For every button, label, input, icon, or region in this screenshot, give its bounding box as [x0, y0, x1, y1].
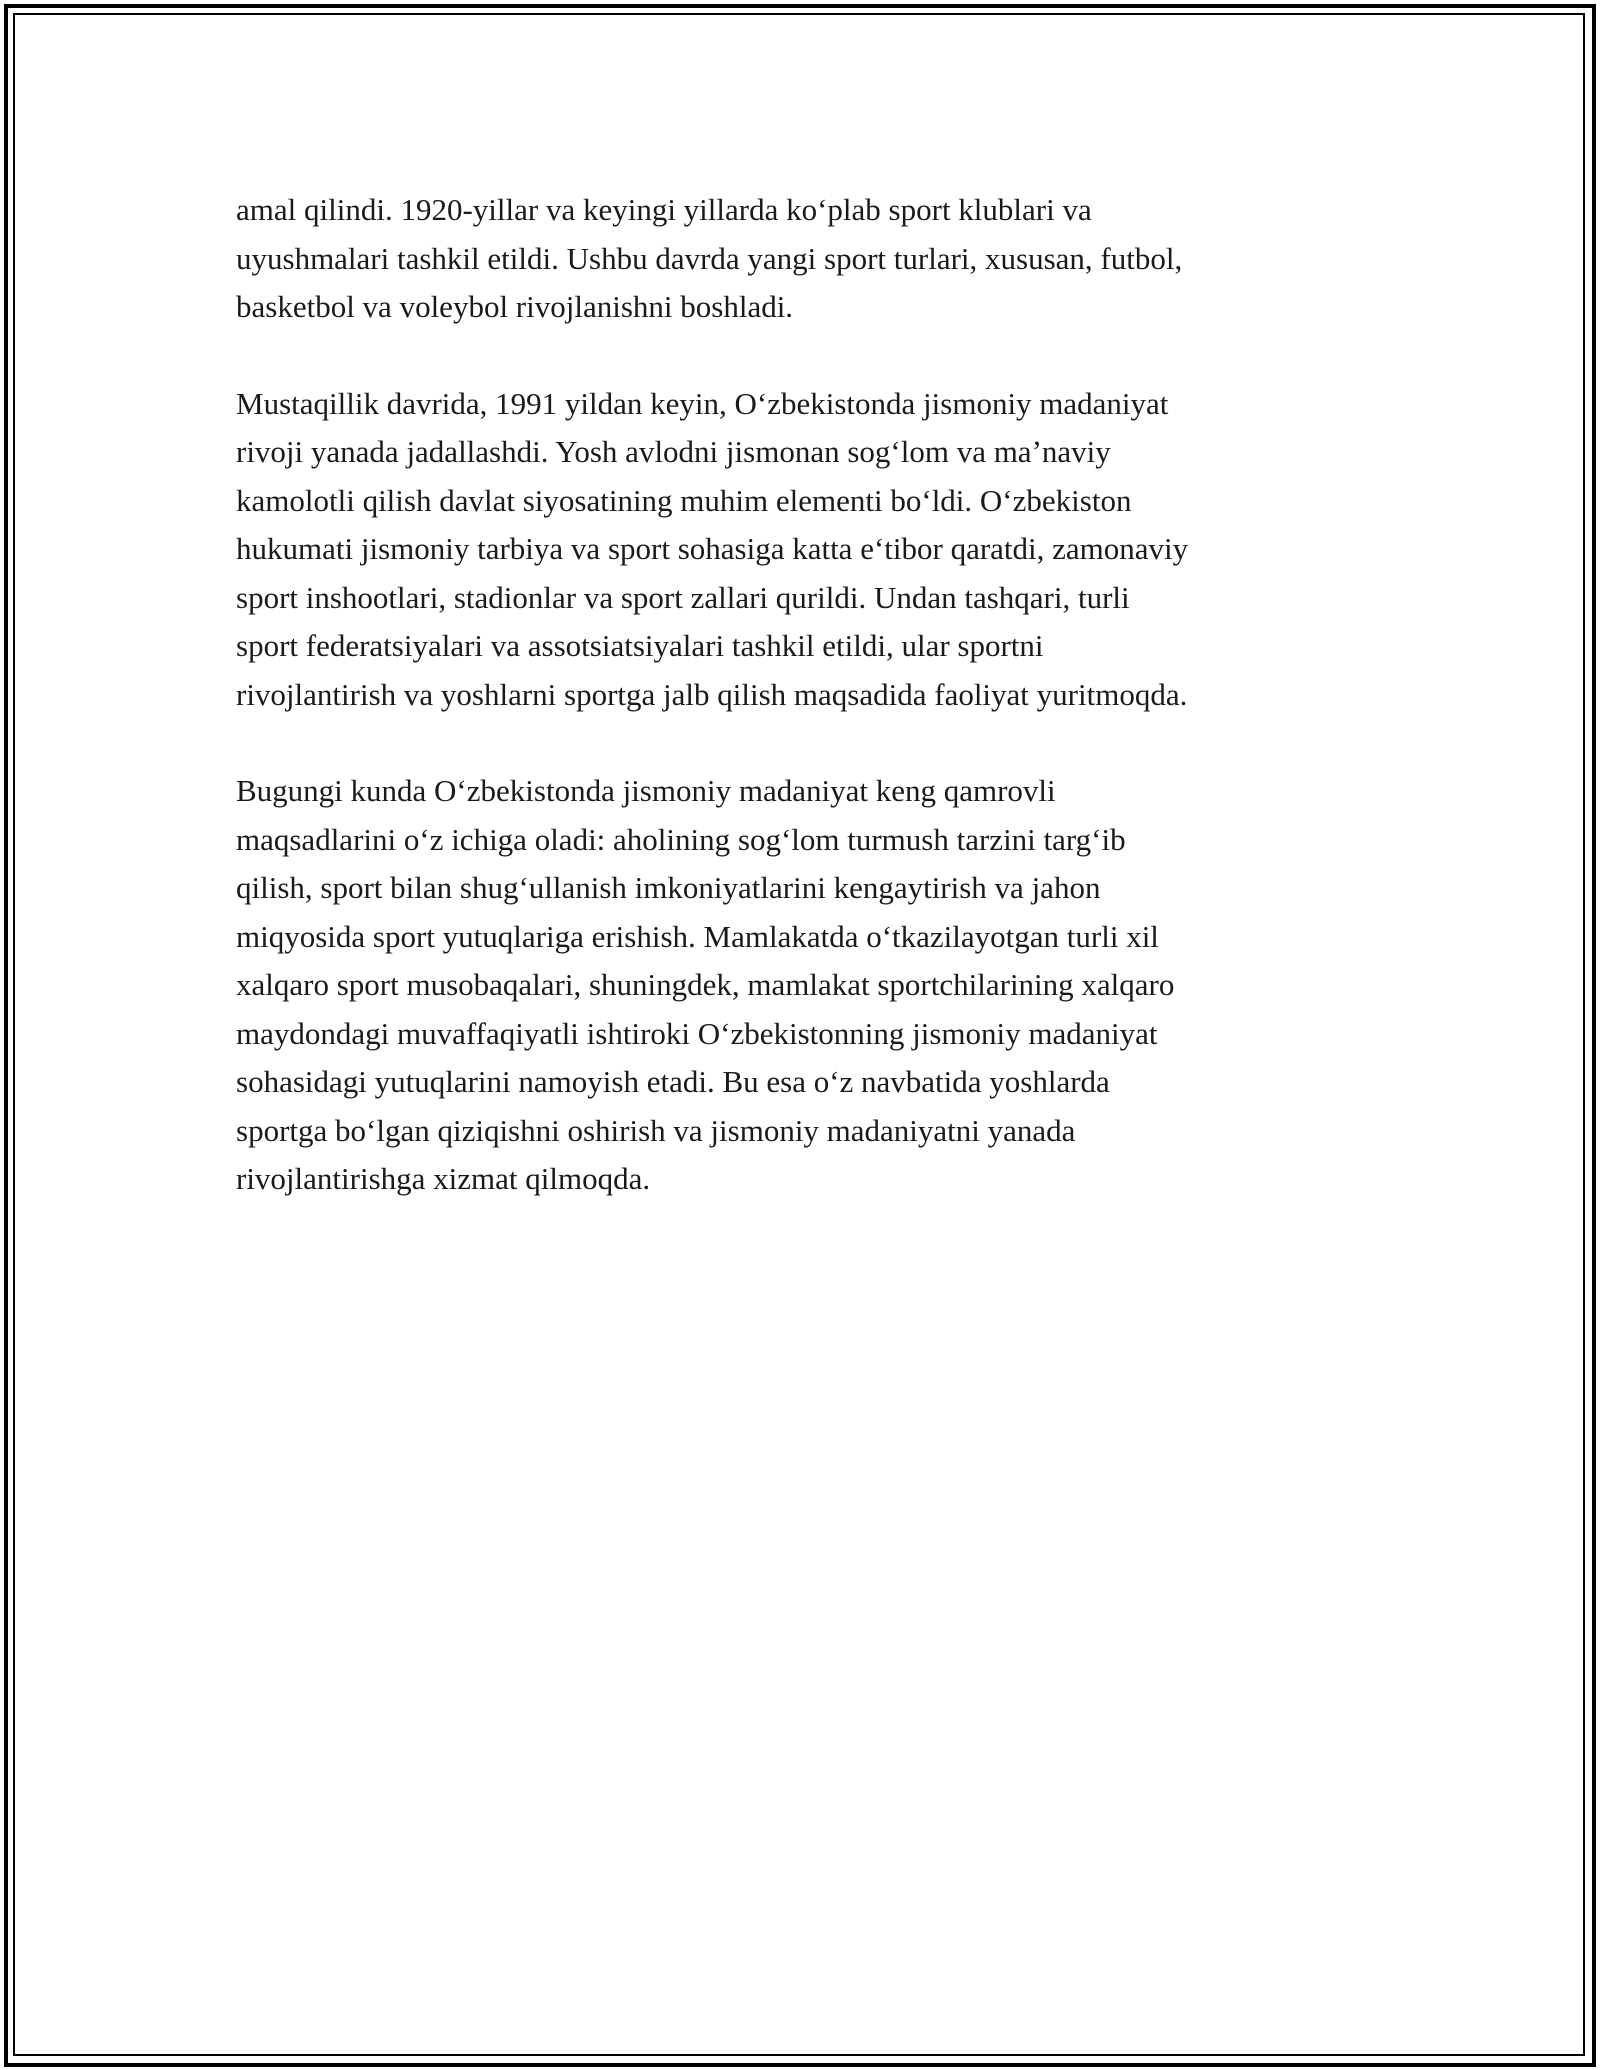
text-line: rivojlantirish va yoshlarni sportga jalb qilish maqsadida faoliyat yuritmoqda. — [236, 676, 1188, 712]
text-line: rivojlantirishga xizmat qilmoqda. — [236, 1161, 651, 1196]
text-line: maqsadlarini oʻz ichiga oladi: aholining sogʻlom turmush tarzini targʻib — [236, 821, 1126, 857]
text-line: sohasidagi yutuqlarini namoyish etadi. Bu esa oʻz navbatida yoshlarda — [236, 1064, 1110, 1099]
text-line: sport inshootlari, stadionlar va sport zallari qurildi. Undan tashqari, turli — [236, 579, 1130, 615]
text-line: qilish, sport bilan shugʻullanish imkoniyatlarini kengaytirish va jahon — [236, 870, 1101, 905]
text-line: sport federatsiyalari va assotsiatsiyalari tashkil etildi, ular sportni — [236, 628, 1044, 663]
paragraph-3 — [236, 767, 1376, 1204]
text-line: amal qilindi. 1920-yillar va keyingi yillarda koʻplab sport klublari va — [236, 192, 1092, 227]
document-body — [236, 186, 1376, 1252]
text-line: maydondagi muvaffaqiyatli ishtiroki Oʻzbekistonning jismoniy madaniyat — [236, 1015, 1158, 1051]
text-line: hukumati jismoniy tarbiya va sport sohasiga katta eʻtibor qaratdi, zamonaviy — [236, 531, 1189, 566]
text-line: uyushmalari tashkil etildi. Ushbu davrda yangi sport turlari, xususan, futbol, — [236, 240, 1183, 276]
text-line: sportga boʻlgan qiziqishni oshirish va jismoniy madaniyatni yanada — [236, 1112, 1076, 1148]
text-line: Mustaqillik davrida, 1991 yildan keyin, Oʻzbekistonda jismoniy madaniyat — [236, 385, 1169, 421]
text-line: rivoji yanada jadallashdi. Yosh avlodni jismonan sogʻlom va maʼnaviy — [236, 434, 1111, 469]
paragraph-2 — [236, 380, 1376, 720]
text-line: xalqaro sport musobaqalari, shuningdek, mamlakat sportchilarining xalqaro — [236, 967, 1175, 1002]
text-line: Bugungi kunda Oʻzbekistonda jismoniy madaniyat keng qamrovli — [236, 773, 1056, 808]
paragraph-1 — [236, 186, 1376, 332]
text-line: kamolotli qilish davlat siyosatining muhim elementi boʻldi. Oʻzbekiston — [236, 482, 1132, 518]
text-line: basketbol va voleybol rivojlanishni boshladi. — [236, 289, 794, 324]
text-line: miqyosida sport yutuqlariga erishish. Mamlakatda oʻtkazilayotgan turli xil — [236, 918, 1159, 954]
